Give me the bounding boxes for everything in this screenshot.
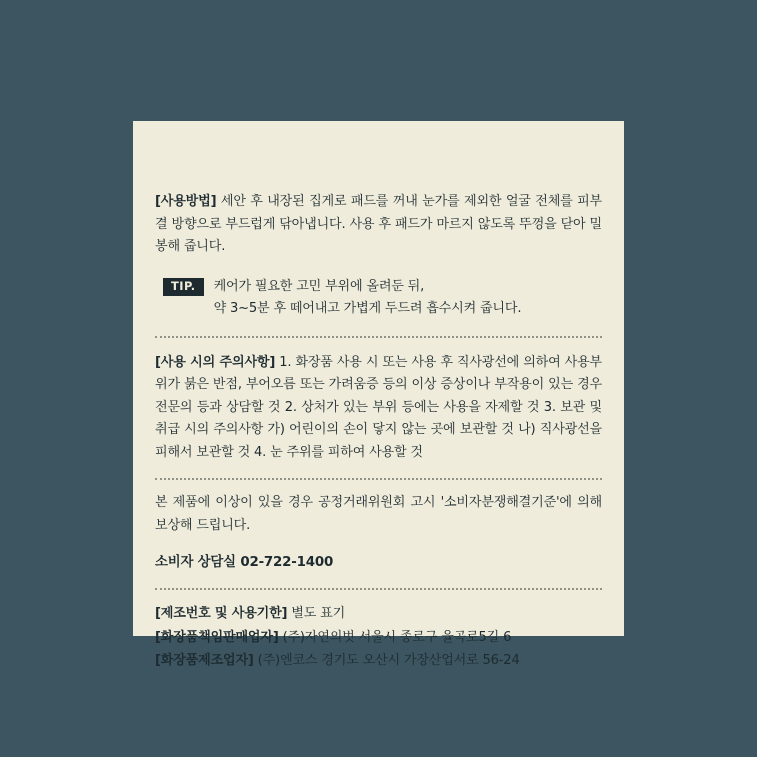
manufacture-section <box>155 602 602 672</box>
tip-line-1: 케어가 필요한 고민 부위에 올려둔 뒤, <box>213 278 425 294</box>
manufacture-line-1-label: [제조번호 및 사용기한] <box>155 606 288 622</box>
tip-badge: TIP. <box>163 278 204 297</box>
caution-paragraph <box>155 352 602 465</box>
manufacture-line-3-value: (주)엔코스 경기도 오산시 가장산업서로 56-24 <box>253 652 520 668</box>
caution-body: 1. 화장품 사용 시 또는 사용 후 직사광선에 의하여 사용부위가 붉은 반점, 부어오름 또는 가려움증 등의 이상 증상이나 부작용이 있는 경우 전문의 등과 상담할 것 2. 상처가 있는 부위 등에는 사용을 자제할 것 3. 보관 및 취급 시의 주의사항 가) 어린이의 손이 닿지 않는 곳에 보관할 것 나) 직사광선을 피해서 보관할 것 4. 눈 주위를 피하여 사용할 것 <box>155 354 602 460</box>
divider-3 <box>155 587 602 590</box>
divider-2 <box>155 477 602 480</box>
tip-section <box>155 276 602 321</box>
caution-section <box>155 352 602 465</box>
consumer-center-line: 소비자 상담실 02-722-1400 <box>155 555 334 571</box>
usage-paragraph <box>155 191 602 259</box>
guarantee-section <box>155 492 602 574</box>
guarantee-paragraph: 본 제품에 이상이 있을 경우 공정거래위원회 고시 '소비자분쟁해결기준'에 의해 보상해 드립니다. <box>155 495 602 533</box>
manufacture-line-2-value: (주)자연의벗 서울시 종로구 율곡로5길 6 <box>278 629 512 645</box>
divider-1 <box>155 335 602 338</box>
product-label-card <box>133 121 624 668</box>
usage-section <box>155 191 602 259</box>
manufacture-line-3 <box>155 649 602 672</box>
manufacture-line-3-label: [화장품제조업자] <box>155 652 254 668</box>
manufacture-line-1-value: 별도 표기 <box>287 606 346 622</box>
usage-body: 세안 후 내장된 집게로 패드를 꺼내 눈가를 제외한 얼굴 전체를 피부 결 방향으로 부드럽게 닦아냅니다. 사용 후 패드가 마르지 않도록 뚜껑을 닫아 밀봉해 줍니다. <box>155 194 602 255</box>
tip-text <box>214 276 522 321</box>
manufacture-line-2-label: [화장품책임판매업자] <box>155 629 279 645</box>
manufacture-line-1 <box>155 602 602 625</box>
caution-heading: [사용 시의 주의사항] <box>155 354 276 370</box>
label-content <box>155 191 602 672</box>
tip-line-2: 약 3~5분 후 떼어내고 가볍게 두드려 흡수시켜 줍니다. <box>213 301 522 317</box>
manufacture-line-2 <box>155 626 602 649</box>
usage-heading: [사용방법] <box>155 194 217 209</box>
